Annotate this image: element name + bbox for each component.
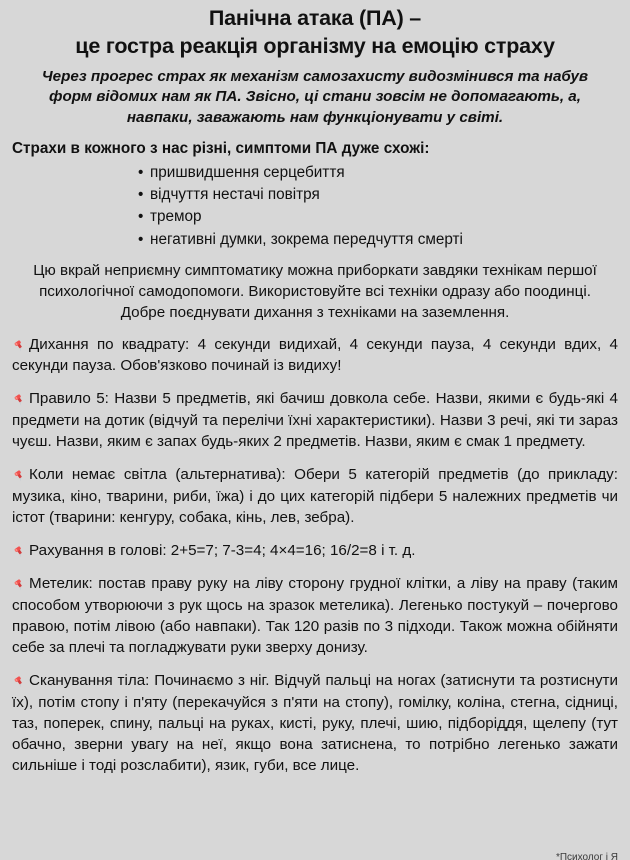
technique-text: Метелик: постав праву руку на ліву сторону грудної клітки, а ліву на праву (таким способом утворюючи з рук щось на зразок метелика). Легенько постукуй – почергово правою, потім лівою (або навпаки). Так 120 разів по 3 підходи. Також можна обійняти себе за плечі та погладжувати руки зверху донизу. — [12, 575, 618, 656]
technique-text: Рахування в голові: 2+5=7; 7-3=4; 4×4=16; 16/2=8 і т. д. — [29, 541, 416, 559]
list-item-label: тремор — [150, 208, 202, 226]
list-item — [138, 162, 620, 184]
bullet-icon: • — [138, 208, 144, 226]
technique-text: Сканування тіла: Починаємо з ніг. Відчуй пальці на ногах (затиснути та розтиснути їх), потім стопу і п'яту (перекачуйся з п'яти на стопу), гомілку, коліна, стегна, сідниці, таз, поперек, спину, пальці на руках, кисті, руку, плечі, шию, підборіддя, щелепу (тут обачно, зверни увагу на неї, якщо вона затиснена, то потрібно легенько зажати сильніше і тоді розслабити), язик, губи, все лице. — [12, 672, 618, 774]
technique-breathing-square — [10, 334, 620, 377]
lead-paragraph: Цю вкрай неприємну симптоматику можна приборкати завдяки технікам першої психологічної самодопомоги. Використовуйте всі техніки одразу або поодинці. Добре поєднувати дихання з техніками на заземлення. — [33, 261, 597, 321]
symptoms-subheading: Страхи в кожного з нас різні, симптоми ПА дуже схожі: — [12, 139, 430, 157]
technique-text: Дихання по квадрату: 4 секунди видихай, 4 секунди пауза, 4 секунди вдих, 4 секунди пауза. Обов'язково починай із видиху! — [12, 335, 618, 375]
page-title — [10, 4, 620, 61]
pushpin-icon — [12, 576, 26, 592]
technique-rule-5 — [10, 388, 620, 452]
list-item — [138, 184, 620, 206]
symptom-list — [10, 162, 620, 251]
pushpin-icon — [12, 467, 26, 483]
pushpin-icon — [12, 673, 26, 689]
technique-text: Правило 5: Назви 5 предметів, які бачиш довкола себе. Назви, якими є будь-які 4 предмети на дотик (відчуй та перелічи їхні характеристики). Назви 3 речі, які ти зараз чуєш. Назви, яким є запах будь-яких 2 предметів. Назви, яким є смак 1 предмету. — [12, 390, 618, 451]
bullet-icon: • — [138, 163, 144, 181]
technique-butterfly — [10, 573, 620, 658]
list-item-label: негативні думки, зокрема передчуття смерті — [150, 230, 463, 248]
technique-body-scan — [10, 670, 620, 776]
list-item-label: відчуття нестачі повітря — [150, 185, 320, 203]
list-item — [138, 206, 620, 228]
intro-paragraph: Через прогрес страх як механізм самозахисту видозмінився та набув форм відомих нам як ПА. Звісно, ці стани зовсім не допомагають, а, навпаки, заважають нам функціонувати у світі. — [41, 67, 589, 127]
bullet-icon: • — [138, 185, 144, 203]
list-item — [138, 229, 620, 251]
technique-text: Коли немає світла (альтернатива): Обери 5 категорій предметів (до прикладу: музика, кіно, тварини, риби, їжа) і до цих категорій підбери 5 належних предметів чи істот (тварини: кенгуру, собака, кінь, лев, зебра). — [12, 466, 618, 526]
pushpin-icon — [12, 391, 26, 407]
bullet-icon: • — [138, 230, 144, 248]
pushpin-icon — [12, 337, 26, 353]
source-credit: *Психолог і Я — [555, 852, 618, 860]
list-item-label: пришвидшення серцебиття — [150, 163, 345, 181]
page-title-line-1: Панічна атака (ПА) – — [208, 6, 422, 30]
page-title-line-2: це гостра реакція організму на емоцію страху — [75, 34, 555, 59]
technique-mental-counting — [10, 540, 620, 561]
pushpin-icon — [12, 543, 26, 559]
technique-no-light-alternative — [10, 464, 620, 528]
